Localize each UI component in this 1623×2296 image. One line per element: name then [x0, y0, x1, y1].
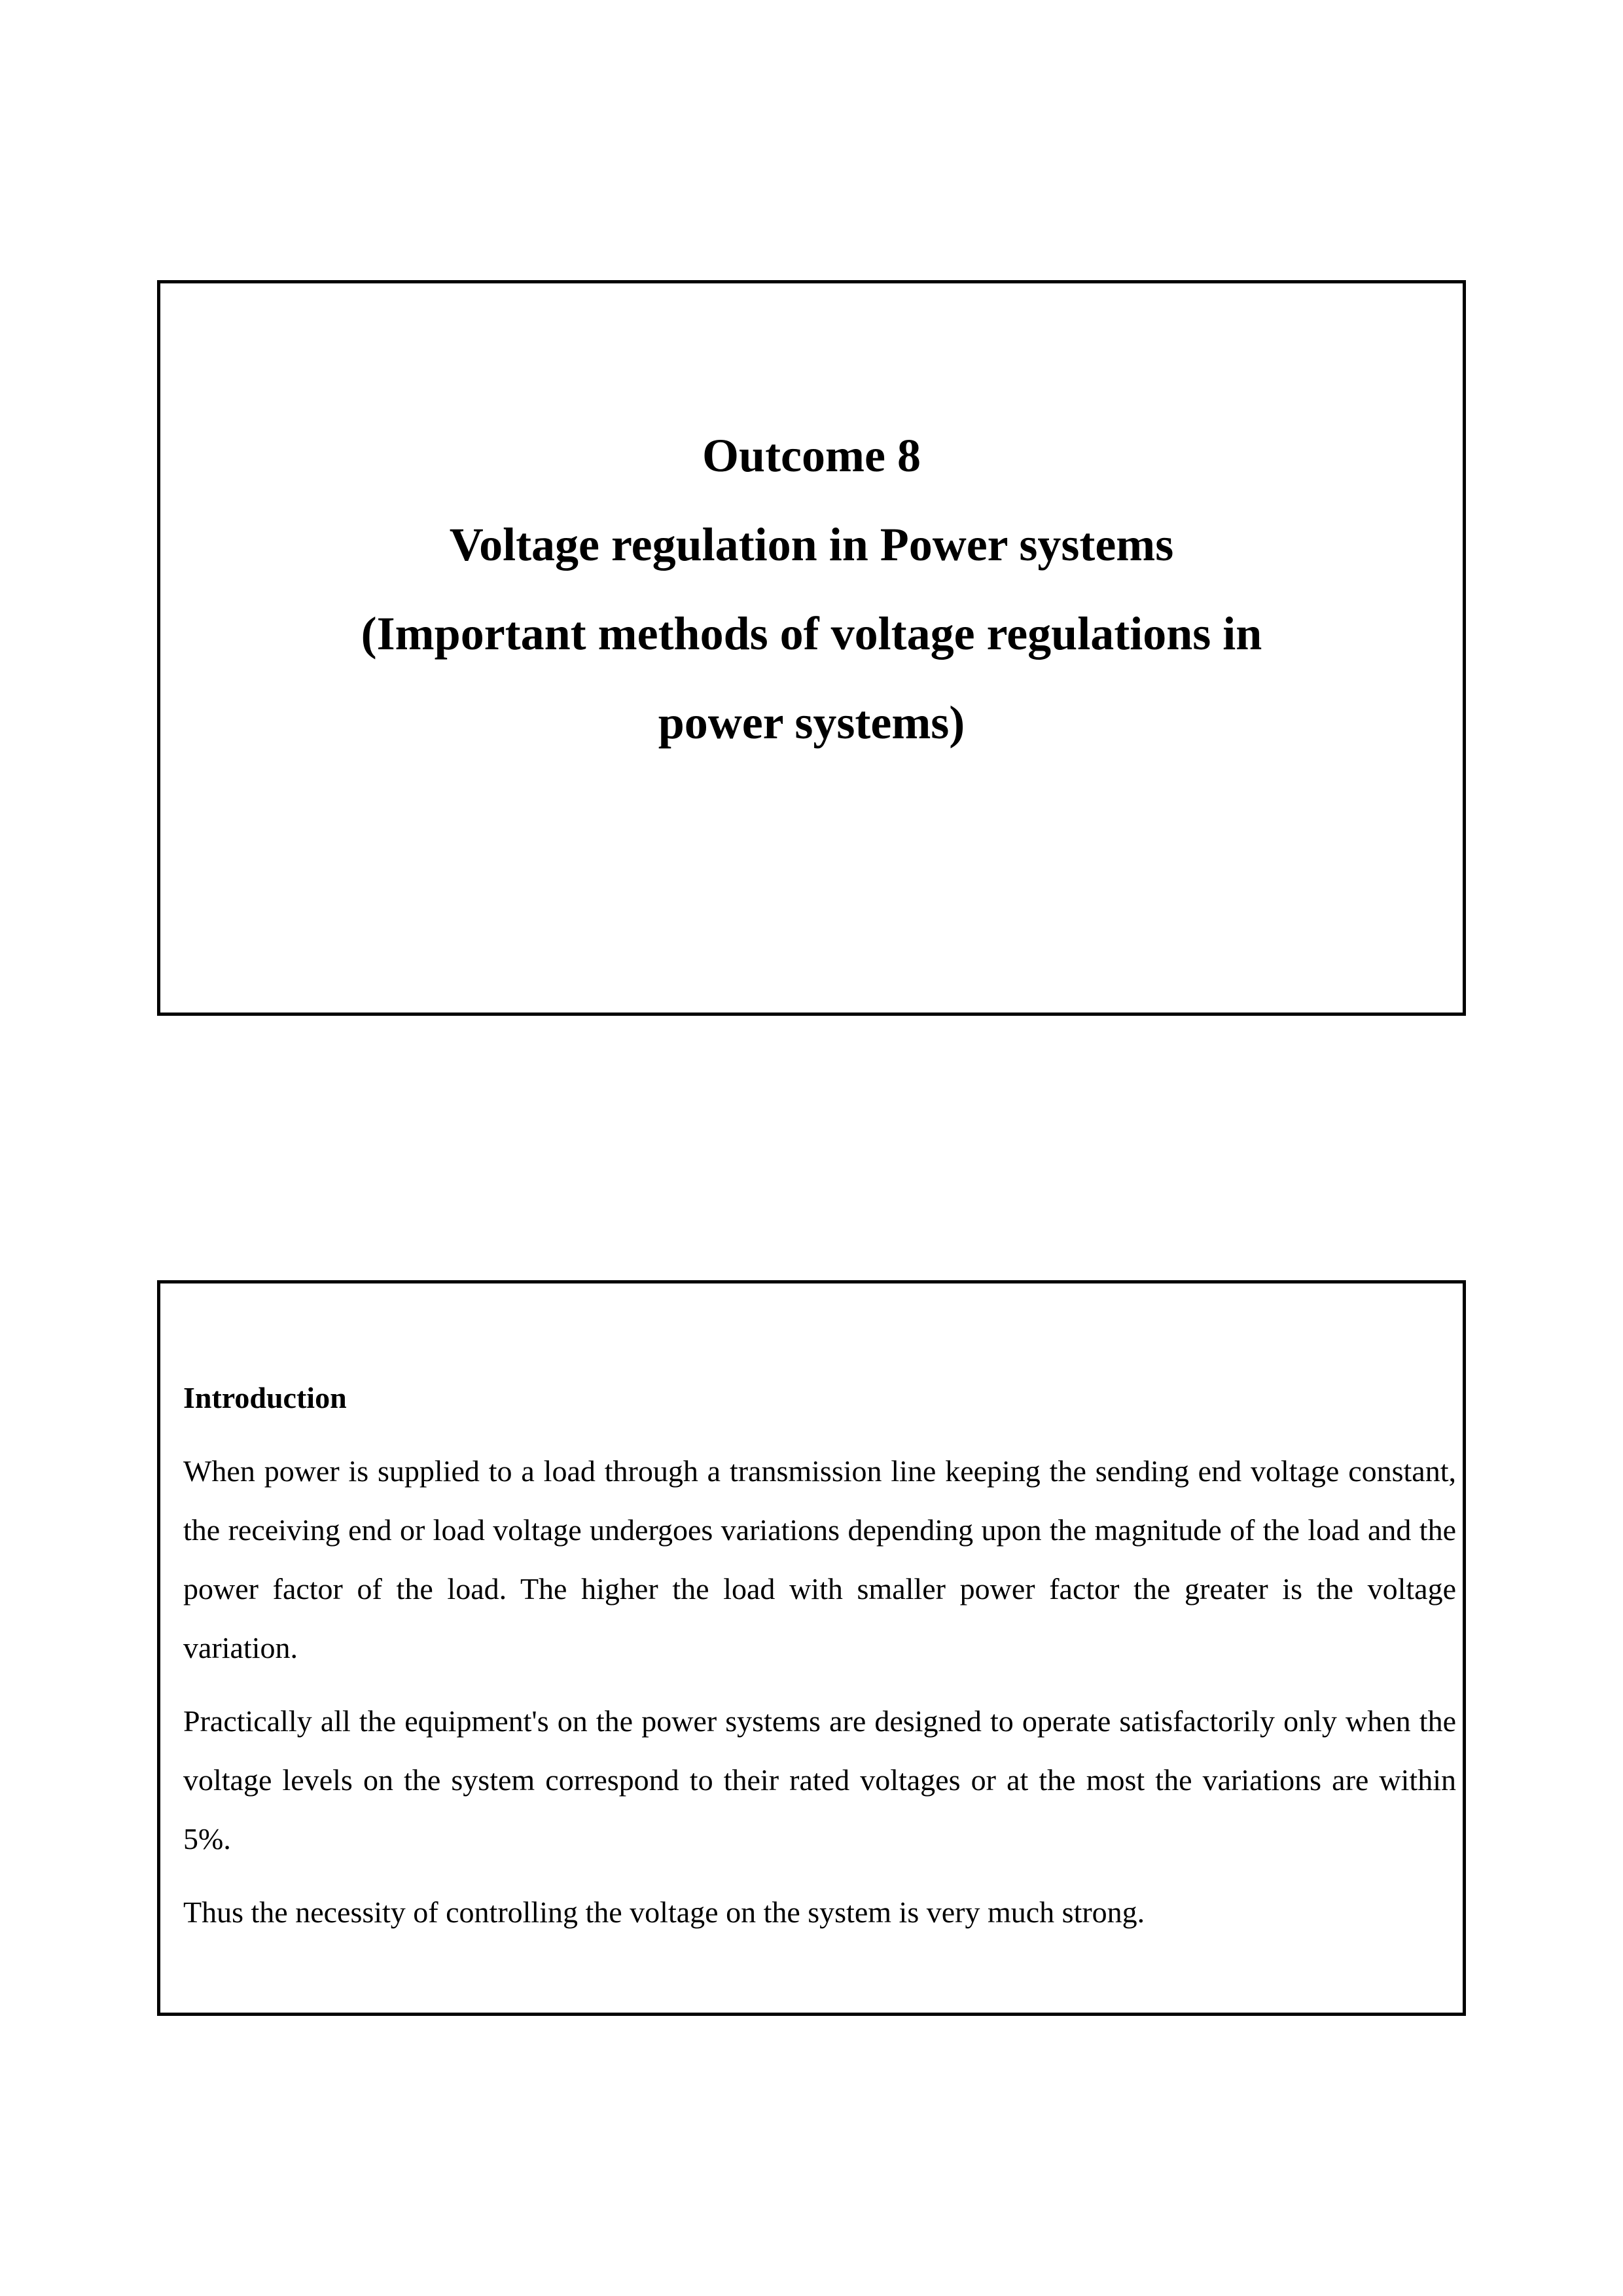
outcome-number: Outcome 8 — [702, 429, 921, 482]
subtitle-line-1: (Important methods of voltage regulations in — [361, 607, 1262, 660]
slide-title — [160, 411, 1463, 767]
slide-content — [183, 1369, 1456, 1956]
introduction-slide — [157, 1280, 1466, 2016]
paragraph: Thus the necessity of controlling the voltage on the system is very much strong. — [183, 1895, 1145, 1929]
title-slide — [157, 280, 1466, 1016]
paragraph: Practically all the equipment's on the power systems are designed to operate satisfactorily only when the voltage levels on the system correspond to their rated voltages or at the most the variations are within 5%. — [183, 1704, 1456, 1856]
topic-title: Voltage regulation in Power systems — [449, 518, 1174, 571]
section-heading: Introduction — [183, 1381, 347, 1414]
paragraph: When power is supplied to a load through a transmission line keeping the sending end voltage constant, the receiving end or load voltage undergoes variations depending upon the magnitude of the load and the power factor of the load. The higher the load with smaller power factor the greater is the voltage variation. — [183, 1454, 1456, 1664]
subtitle-line-2: power systems) — [658, 696, 965, 749]
